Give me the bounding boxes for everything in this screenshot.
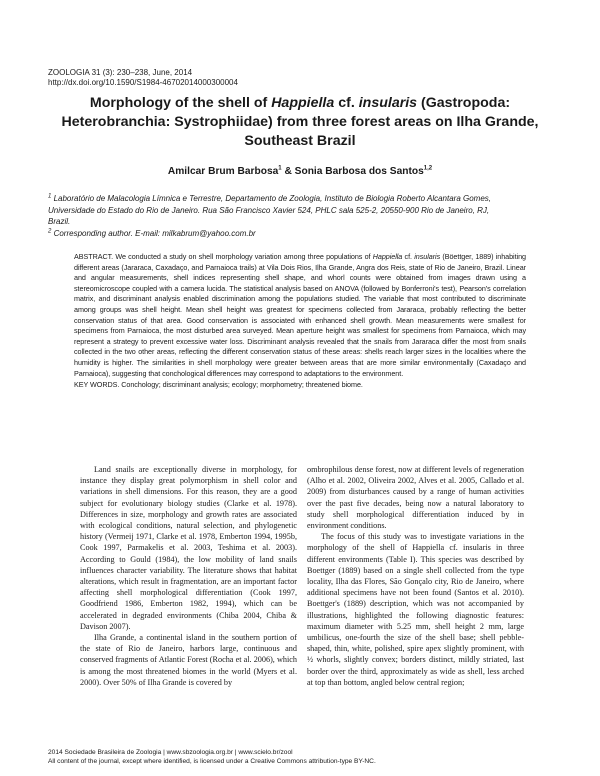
title-text: cf. <box>334 95 359 111</box>
abstract-text: We conducted a study on shell morphology variation among three populations of <box>113 252 373 261</box>
title-genus: Happiella <box>271 95 335 111</box>
author-joiner: & <box>281 166 295 177</box>
title-text: Morphology of the shell of <box>89 95 272 111</box>
abstract-text: (Böettger, 1889) inhabiting different areas (Jararaca, Caxadaço, and Parnaioca trails) at Vila Dois Rios, Ilha Grande, Angra dos Reis, state of Rio de Janeiro, Brazil. Linear and angular measurements, shell indices representing shell shape, and whorl counts were obtained from images drawn using a stereomicroscope coupled with a camera lucida. The statistical analysis based on ANOVA (followed by Bonferroni's test), Pearson's correlation matrix, and discriminant analysis enabled discrimination among the populations studied. The variable that most contributed to discriminate among groups was shell height. Mean shell height was greatest for specimens collected from Jararaca, probably reflecting the better conservation status of that area. Good conservation is associated with enhanced shell growth. Mean measurements were smallest for specimens from Parnaioca, the most disturbed area surveyed. Mean aperture height was smallest for specimens from Parnaioca, which may represent a strategy to prevent excessive water loss. Discriminant analysis revealed that the snails from Jararaca differ the most from snails collected in the two other areas, reflecting the different conservation status of these areas: shells reach larger sizes in the localities where the humidity is higher. The similarities in shell morphology were greater between areas that are more similar environmentally (Caxadaço and Parnaioca), suggesting that conchological differences may correspond to adaptations to the environment. <box>74 252 526 378</box>
abstract-body <box>74 252 526 379</box>
journal-citation: ZOOLOGIA 31 (3): 230–238, June, 2014 <box>48 68 193 77</box>
journal-header <box>48 68 238 88</box>
doi-link[interactable]: http://dx.doi.org/10.1590/S1984-46702014000300004 <box>48 78 238 87</box>
affiliation-text: Brazil. <box>48 217 71 226</box>
abstract-text: cf. <box>402 252 415 261</box>
author-list <box>48 166 552 177</box>
keywords-text: Conchology; discriminant analysis; ecology; morphometry; threatened biome. <box>119 380 363 390</box>
title-species: insularis <box>358 95 418 111</box>
abstract <box>74 252 526 391</box>
keywords-label: KEY WORDS. <box>74 380 120 390</box>
affiliation-marker: 1 <box>278 165 282 172</box>
corresponding-author: Corresponding author. E-mail: milkabrum@yahoo.com.br <box>53 228 256 238</box>
affiliation-text: Laboratório de Malacologia Límnica e Terrestre, Departamento de Zoologia, Instituto de Biologia Roberto Alcantara Gomes, <box>53 194 492 203</box>
abstract-species: insularis <box>414 252 441 261</box>
body-paragraph: The focus of this study was to investigate variations in the morphology of the shell of Happiella cf. insularis in three different environments (Table I). This species was described by Boettger (1889) based on a single shell collected from the type locality, Ilha das Flores, São Gonçalo city, Rio de Janeiro, where additional specimens have not been found (Santos et al. 2010). Boettger's (1889) description, which was not accompanied by illustrations, highlighted the following diagnostic features: maximum diameter with 5.25 mm, shell height 2 mm, large umbilicus, one-fourth the size of the shell base; shell pebble-shaped, thin, white, polished, spire apex slightly prominent, with ½ whorls, slightly convex; borders distinct, mildly striated, last border over the third, approximately as wide as shell, less arched at top than bottom, angled below central region; <box>307 532 524 687</box>
author-name: Sonia Barbosa dos Santos <box>294 166 424 177</box>
title-text: (Gastropoda: <box>417 95 511 111</box>
author-name: Amilcar Brum Barbosa <box>167 166 279 177</box>
body-paragraph: Land snails are exceptionally diverse in morphology, for instance they display great polymorphism in shell color and variations in shell dimensions. For this reason, they are a good subject for evolutionary biology studies (Clarke et al. 1978). Differences in size, morphology and growth rates are associated with ecological conditions, natural selection, and phylogenetic history (Vermeij 1971, Clarke et al. 1978, Emberton 1994, 1995b, Cook 1997, Parmakelis et al. 2003, Teshima et al. 2003). According to Gould (1984), the low mobility of land snails influences character variability. The literature shows that habitat alterations, which result in fragmentation, are an important factor affecting shell morphological differentiation (Cook 1997, Goodfriend 1986, Emberton 1982, 1994), which can be accelerated in degraded environments (Chiba 2004, Chiba & Davison 2007). <box>80 465 297 631</box>
body-column-left <box>80 464 297 688</box>
body-column-right <box>307 464 524 688</box>
title-line-2: Heterobranchia: Systrophiidae) from three forest areas on Ilha Grande, <box>61 114 539 130</box>
abstract-genus: Happiella <box>372 252 403 261</box>
abstract-label: ABSTRACT. <box>74 252 114 261</box>
footer-license: All content of the journal, except where identified, is licensed under a Creative Commons attribution-type BY-NC. <box>48 758 376 765</box>
affiliation-marker: 1 <box>48 193 52 200</box>
affiliation-text: Universidade do Estado do Rio de Janeiro. Rua São Francisco Xavier 524, PHLC sala 525-2, 20550-900 Rio de Janeiro, RJ, <box>48 205 490 215</box>
body-paragraph: Ilha Grande, a continental island in the southern portion of the state of Rio de Janeiro, harbors large, continuous and conserved fragments of Atlantic Forest (Rocha et al. 2006), which is among the most threatened biomes in the world (Myers et al. 2000). Over 50% of Ilha Grande is covered by <box>80 633 297 687</box>
keywords <box>74 380 526 391</box>
footer-copyright: 2014 Sociedade Brasileira de Zoologia | www.sbzoologia.org.br | www.scielo.br/zool <box>48 749 293 756</box>
affiliations <box>48 193 548 239</box>
affiliation-marker: 1,2 <box>423 165 433 172</box>
affiliation-marker: 2 <box>48 227 52 234</box>
title-line-3: Southeast Brazil <box>244 133 356 149</box>
article-title <box>48 94 552 151</box>
body-paragraph: ombrophilous dense forest, now at different levels of regeneration (Alho et al. 2002, Oliveira 2002, Alves et al. 2005, Callado et al. 2009) from disturbances caused by a range of human activities over the past five decades, being now a natural laboratory to study shell morphological differentiation induced by in environment conditions. <box>307 465 524 531</box>
